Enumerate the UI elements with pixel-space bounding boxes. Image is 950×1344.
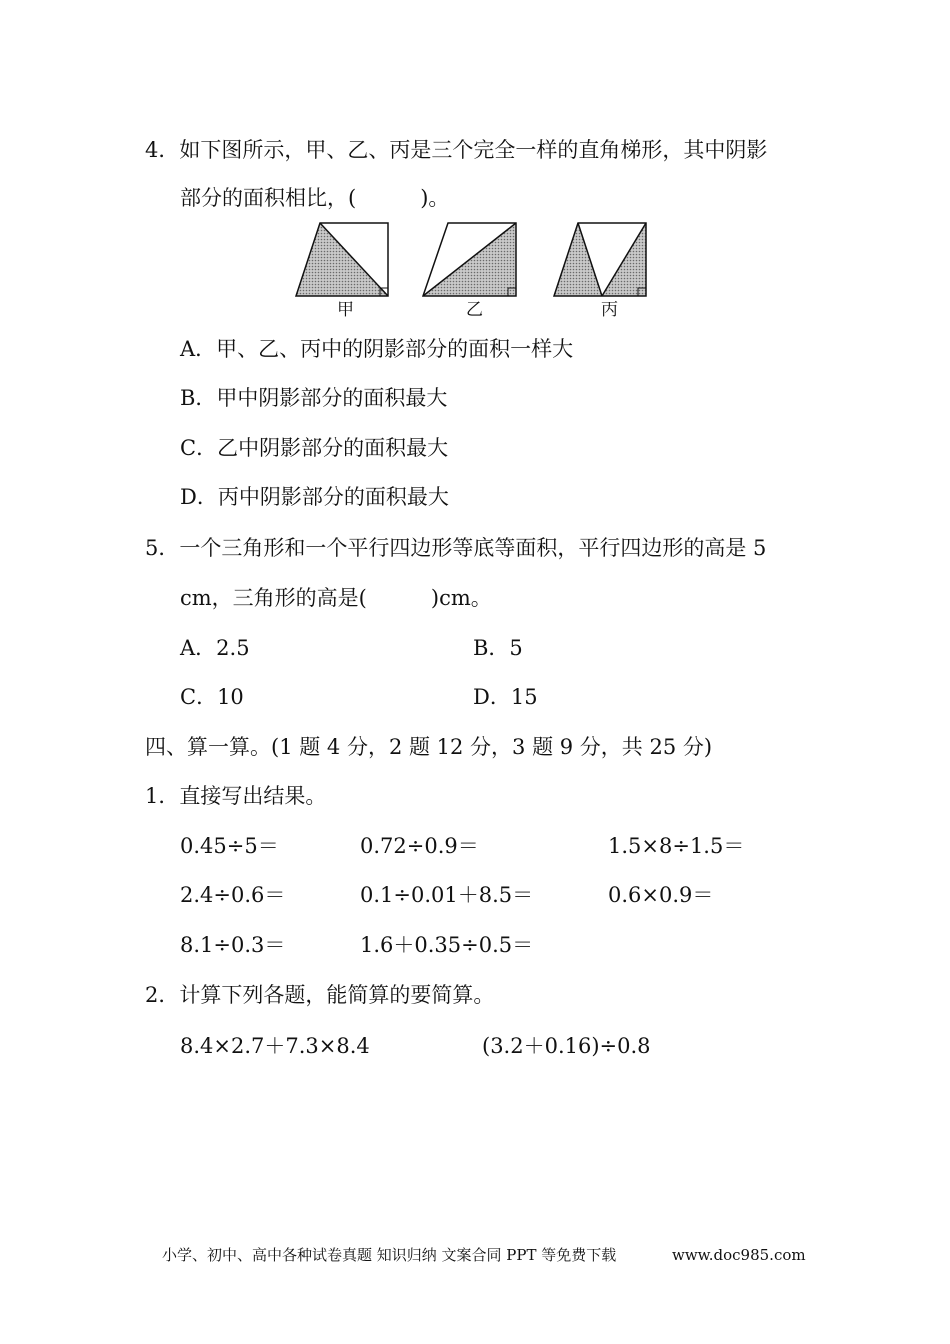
trapezoid-figures	[290, 220, 660, 325]
calc-item: 0.45÷5＝	[180, 834, 279, 858]
shaded-triangle-bing-left	[554, 223, 602, 296]
q4-stem-prefix: 部分的面积相比，(	[180, 186, 357, 210]
q5-stem-suffix: )cm。	[430, 586, 492, 610]
calc-item: 1.6＋0.35÷0.5＝	[360, 933, 534, 957]
simplify-item: 8.4×2.7＋7.3×8.4	[180, 1034, 370, 1058]
q4-option-a: A．甲、乙、丙中的阴影部分的面积一样大	[180, 337, 574, 361]
q5-option-c: C．10	[180, 685, 244, 709]
trapezoid-yi	[423, 223, 516, 296]
q5-stem-line2	[180, 584, 492, 612]
calc-item: 0.1÷0.01＋8.5＝	[360, 883, 534, 907]
calc-item: 0.72÷0.9＝	[360, 834, 479, 858]
q1-title: 1．直接写出结果。	[145, 784, 327, 808]
q4-option-b: B．甲中阴影部分的面积最大	[180, 386, 448, 410]
trapezoid-figures-svg	[290, 220, 660, 300]
q4-stem-suffix: )。	[420, 186, 450, 210]
section-heading: 四、算一算。(1 题 4 分，2 题 12 分，3 题 9 分，共 25 分)	[145, 735, 713, 759]
calc-item: 2.4÷0.6＝	[180, 883, 286, 907]
shaded-triangle-jia	[296, 223, 388, 296]
q5-option-b: B．5	[473, 636, 523, 660]
footer-text: 小学、初中、高中各种试卷真题 知识归纳 文案合同 PPT 等免费下载	[162, 1246, 617, 1264]
simplify-item: (3.2＋0.16)÷0.8	[482, 1034, 651, 1058]
q5-stem-prefix: cm，三角形的高是(	[180, 586, 367, 610]
q2-title: 2．计算下列各题，能简算的要简算。	[145, 983, 495, 1007]
figure-label-jia: 甲	[337, 300, 354, 320]
trapezoid-jia	[296, 223, 388, 296]
q5-option-d: D．15	[473, 685, 538, 709]
calc-item: 0.6×0.9＝	[608, 883, 714, 907]
figure-label-bing: 丙	[601, 300, 618, 320]
figure-label-yi: 乙	[466, 300, 483, 320]
q4-stem-line2	[180, 184, 449, 212]
q4-stem-line1: 4．如下图所示，甲、乙、丙是三个完全一样的直角梯形，其中阴影	[145, 138, 768, 162]
calc-item: 1.5×8÷1.5＝	[608, 834, 745, 858]
calc-item: 8.1÷0.3＝	[180, 933, 286, 957]
trapezoid-bing	[554, 223, 646, 296]
q4-option-c: C．乙中阴影部分的面积最大	[180, 436, 449, 460]
footer-url: www.doc985.com	[672, 1246, 806, 1264]
q5-option-a: A．2.5	[180, 636, 250, 660]
q4-option-d: D．丙中阴影部分的面积最大	[180, 485, 449, 509]
q5-stem-line1: 5．一个三角形和一个平行四边形等底等面积，平行四边形的高是 5	[145, 536, 767, 560]
